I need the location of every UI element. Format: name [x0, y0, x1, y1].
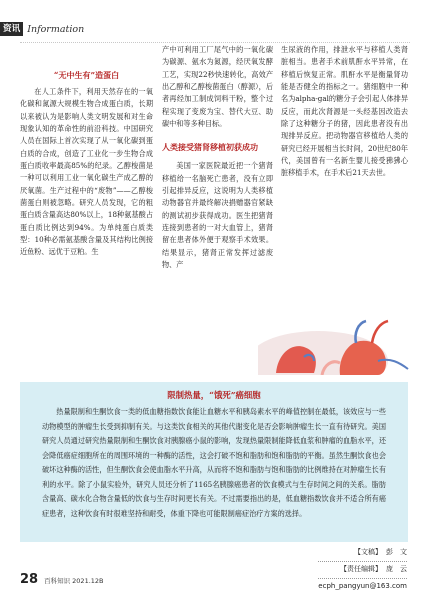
editor-email [318, 579, 407, 595]
article-body: 美国一家医院最近把一个猪肾移植给一名脑死亡患者，没有立即引起排异反应，这说明为人类移植动物器官并最终解决捐赠器官紧缺的测试初步获得成功。医生把猪肾连接到患者的一对大血管上，猪肾留在患者体外便于观察手术效果。结果显示，猪肾正常发挥过滤废物、产 [162, 161, 273, 270]
article-protein [20, 60, 153, 259]
section-header [0, 22, 84, 36]
box-title: 限制热量，“饿死”癌细胞 [167, 390, 261, 400]
box-body: 热量限制和生酮饮食一类的低血糖指数饮食能让血糖水平和胰岛素水平的峰值控制在最低，该效应与一些动物模型的肿瘤生长受到抑制有关。与这类饮食相关的其他代谢变化是否会影响肿瘤生长一直有待研究。美国研究人员通过研究热量限制和生酮饮食对胰腺癌小鼠的影响，发现热量限制能降低血浆和肿瘤的血脂水平，还会降低癌症细胞所在的周围环境的一种酶的活性，这会打破不饱和脂肪和饱和脂肪的平衡。虽然生酮饮食也会破坏这种酶的活性，但生酮饮食会使血脂水平升高，从而将不饱和脂肪与饱和脂肪的比例维持在对肿瘤生长有利的水平。除了小鼠实验外，研究人员还分析了1165名胰腺癌患者的饮食模式与生存时间之间的关系。脂肪含量高、碳水化合物含量低的饮食与生存时间更长有关。不过需要指出的是，低血糖指数饮食并不适合所有癌症患者，这种饮食有时很难坚持和耐受，体重下降也可能限制癌症治疗方案的选择。 [42, 407, 386, 518]
section-subtitle: Information [27, 23, 85, 35]
page-number: 28 [20, 572, 39, 587]
article-body: 在人工条件下，利用天然存在的一氧化碳和氮源大规模生物合成蛋白质，长期以来被认为是影响人类文明发展和对生命现象认知的革命性的前沿科技。中国研究人员在国际上首次实现了从一氧化碳到蛋白质的合成，创造了工业化一步生物合成蛋白质收率最高85%的纪录。乙醇梭菌是一种可以利用工业一氧化碳生产成乙醇的厌氧菌。生产过程中的“废物”——乙醇梭菌蛋白则被忽略。研究人员发现，它的粗蛋白质含量高达80%以上，18种氨基酸占蛋白质比例达到94%。为单纯蛋白质类型：10种必需氨基酸含量及其结构比例接近鱼粉、远优于豆粕。生 [20, 87, 153, 257]
kidney-illustration [258, 313, 413, 375]
email-text: ecph_pangyun@163.com [318, 582, 407, 590]
article-body-continued: 生尿液的作用，排泄水平与移植人类肾脏相当。患者手术前肌酐水平异常，在移植后恢复正常。肌酐水平是衡量肾功能是否健全的指标之一。猪细胞中一种名为alpha-gal的糖分子会引起人体排异反应，而此次肾源是一头经基因改造去除了这种糖分子的猪，因此患者没有出现排异反应。把动物器官移植给人类的研究已经开展相当长时间，20世纪80年代，美国曾有一名新生婴儿接受狒狒心脏移植手术，在手术后21天去世。 [281, 45, 408, 178]
page-footer [20, 572, 104, 587]
editor-credit [318, 562, 407, 579]
article-title: 人类接受猪肾移植初获成功 [162, 142, 258, 153]
article-body-continued: 产中可利用工厂尾气中的一氧化碳为碳源、氨水为氮源，经厌氧发酵工艺，实现22秒快速转化，高效产出乙醇和乙醇梭菌蛋白（醇源），后者再经加工制成饲料干粉，整个过程实现了变废为宝、替代大豆、助碳中和等多种目标。 [162, 45, 273, 129]
article-title: “无中生有”造蛋白 [53, 70, 120, 80]
author-credit [318, 545, 407, 562]
author-name: 彭 文 [386, 548, 407, 556]
sidebar-box [20, 382, 408, 542]
editor-label: 【责任编辑】 [340, 565, 382, 573]
issue-info: 百科知识 2021.12B [44, 577, 104, 585]
article-column-3 [281, 44, 408, 180]
header-divider [20, 42, 410, 43]
author-label: 【文稿】 [354, 548, 382, 556]
section-tag: 资讯 [0, 22, 23, 36]
editor-name: 庞 云 [386, 565, 407, 573]
article-column-2 [162, 44, 273, 272]
credits [318, 545, 407, 595]
